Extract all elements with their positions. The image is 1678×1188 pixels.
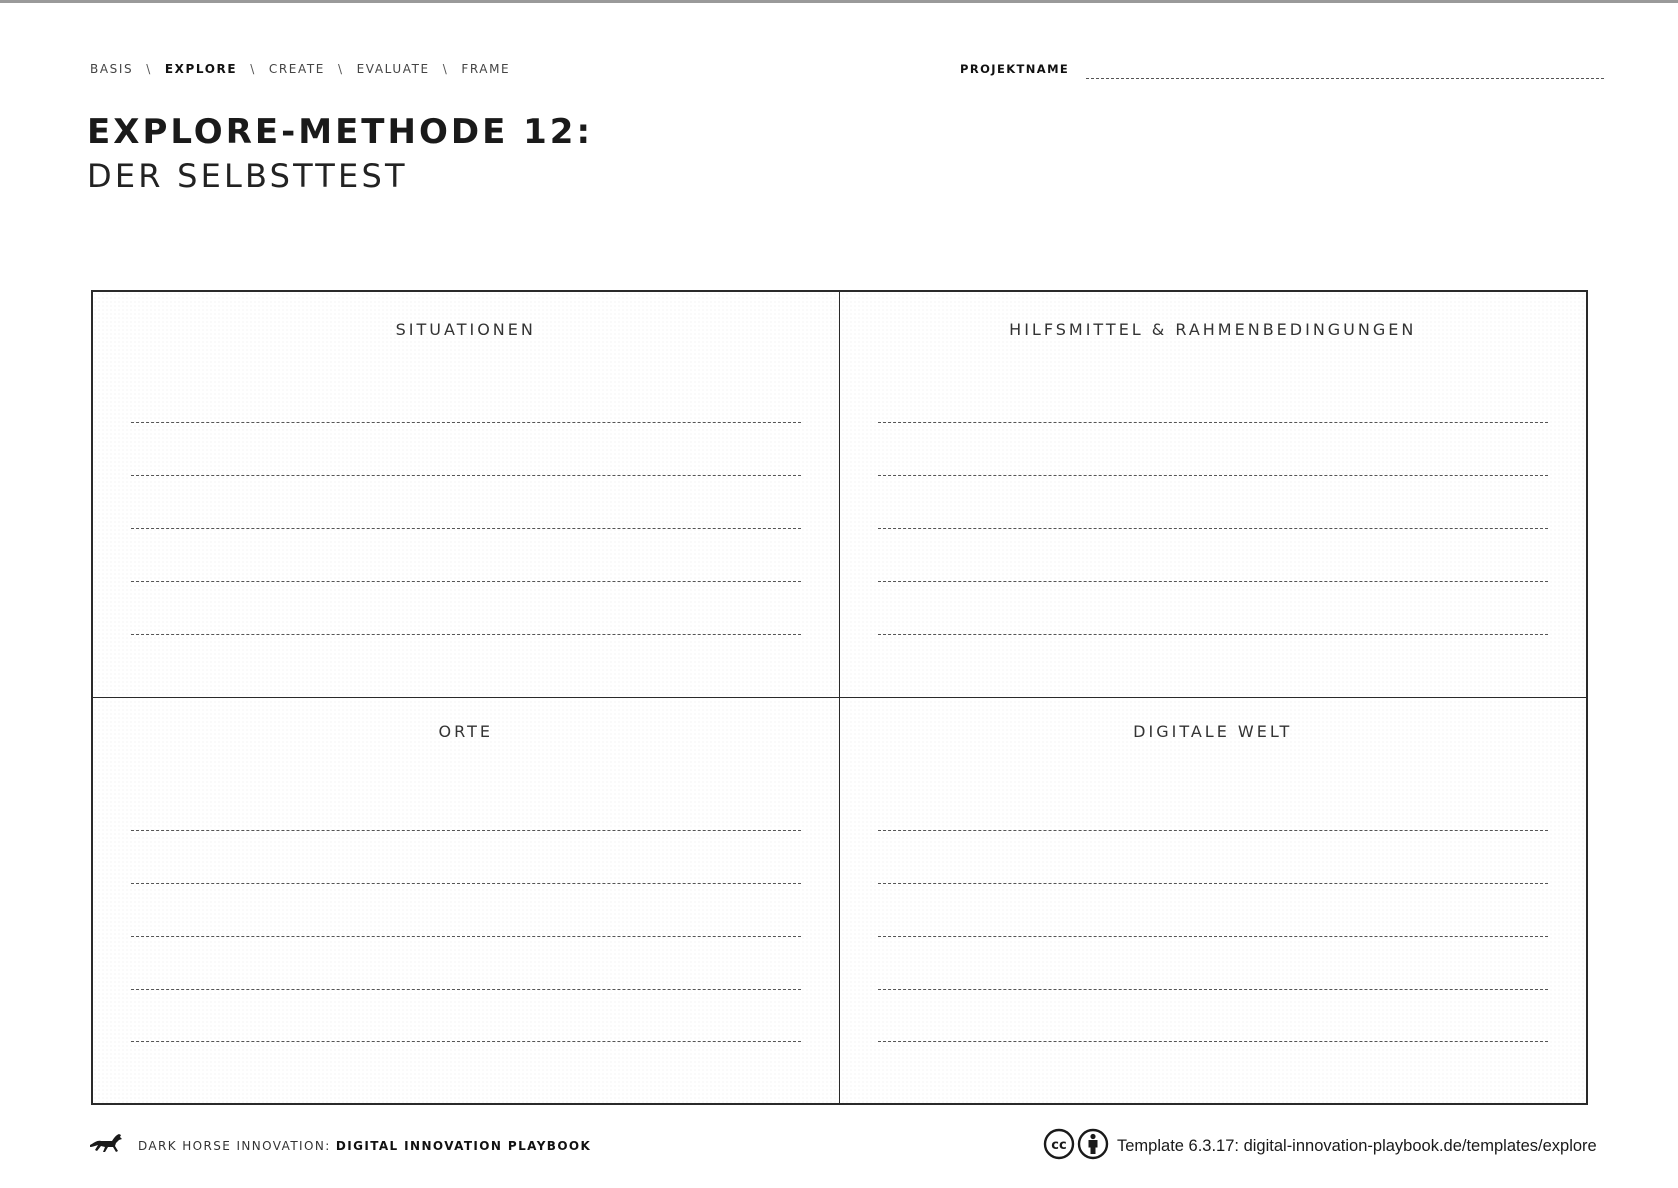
write-line[interactable] <box>131 883 801 884</box>
write-line[interactable] <box>878 1041 1549 1042</box>
breadcrumb-basis[interactable]: BASIS <box>90 62 134 76</box>
breadcrumb-evaluate[interactable]: EVALUATE <box>356 62 430 76</box>
section-situationen <box>93 292 840 698</box>
breadcrumb-create[interactable]: CREATE <box>268 62 325 76</box>
write-line[interactable] <box>878 830 1549 831</box>
top-rule <box>0 0 1678 3</box>
write-line[interactable] <box>878 528 1549 529</box>
page-subtitle: DER SELBSTTEST <box>87 157 408 195</box>
footer-brand <box>88 1132 591 1160</box>
write-line[interactable] <box>878 475 1549 476</box>
write-line[interactable] <box>131 1041 801 1042</box>
breadcrumb-frame[interactable]: FRAME <box>461 62 511 76</box>
section-digitale-welt <box>840 698 1587 1104</box>
write-line[interactable] <box>131 830 801 831</box>
horse-logo-icon <box>88 1132 124 1160</box>
footer-brand-text <box>138 1139 591 1153</box>
breadcrumb-separator: \ <box>250 62 256 76</box>
project-name-field[interactable] <box>1086 78 1604 79</box>
breadcrumb-explore[interactable]: EXPLORE <box>164 62 238 76</box>
attribution-person-icon <box>1077 1128 1109 1164</box>
cc-license-icon <box>1043 1128 1075 1164</box>
write-line[interactable] <box>878 936 1549 937</box>
svg-text:cc: cc <box>1051 1138 1067 1153</box>
write-line[interactable] <box>131 581 801 582</box>
page-title: EXPLORE-METHODE 12: <box>87 112 594 152</box>
breadcrumb <box>90 62 510 76</box>
write-line[interactable] <box>131 989 801 990</box>
write-line[interactable] <box>878 989 1549 990</box>
footer-template <box>1043 1128 1597 1164</box>
section-title: SITUATIONEN <box>395 320 536 339</box>
write-line[interactable] <box>131 634 801 635</box>
breadcrumb-separator: \ <box>337 62 344 76</box>
footer-brand-title: DIGITAL INNOVATION PLAYBOOK <box>335 1139 592 1153</box>
footer-brand-prefix: DARK HORSE INNOVATION: <box>138 1139 336 1153</box>
breadcrumb-separator: \ <box>146 62 152 76</box>
write-line[interactable] <box>878 422 1549 423</box>
section-title: HILFSMITTEL & RAHMENBEDINGUNGEN <box>1009 320 1417 339</box>
section-orte <box>93 698 840 1104</box>
project-name-label: PROJEKTNAME <box>960 62 1070 76</box>
worksheet-grid <box>91 290 1588 1105</box>
section-title: ORTE <box>438 721 493 741</box>
write-line[interactable] <box>131 475 801 476</box>
write-line[interactable] <box>878 581 1549 582</box>
breadcrumb-separator: \ <box>442 62 449 76</box>
section-title: DIGITALE WELT <box>1133 721 1293 741</box>
write-line[interactable] <box>878 634 1549 635</box>
write-line[interactable] <box>131 936 801 937</box>
write-line[interactable] <box>878 883 1549 884</box>
section-hilfsmittel <box>840 292 1587 698</box>
write-line[interactable] <box>131 528 801 529</box>
write-line[interactable] <box>131 422 801 423</box>
template-reference: Template 6.3.17: digital-innovation-playbook.de/templates/explore <box>1117 1136 1597 1155</box>
